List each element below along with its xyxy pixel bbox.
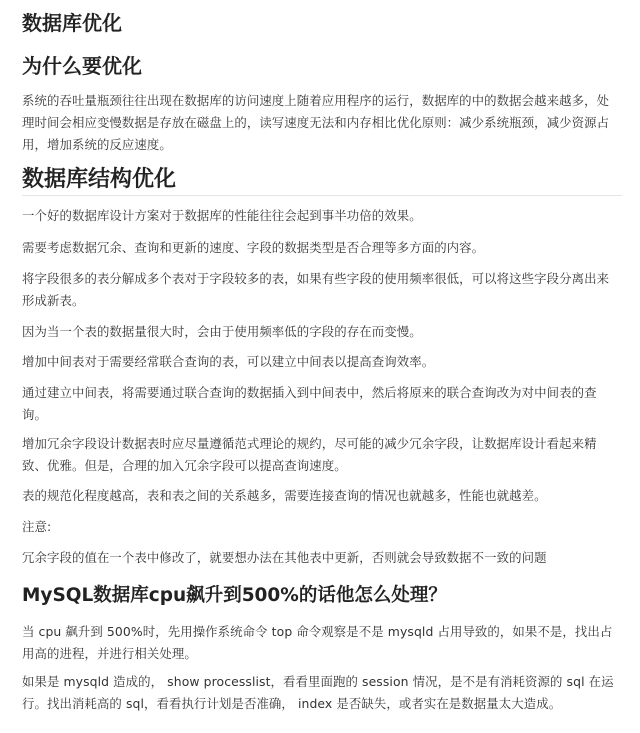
paragraph: 因为当一个表的数据量很大时，会由于使用频率低的字段的存在而变慢。 bbox=[22, 324, 422, 339]
paragraph: 当 cpu 飙升到 500%时，先用操作系统命令 top 命令观察是不是 mysqld 占用导致的，如果不是，找出占用高的进程，并进行相关处理。 bbox=[22, 624, 613, 661]
paragraph: 将字段很多的表分解成多个表对于字段较多的表，如果有些字段的使用频率很低，可以将这些字段分离出来形成新表。 bbox=[22, 271, 610, 308]
section-heading-cpu-spike: MySQL数据库cpu飙升到500%的话他怎么处理？ bbox=[22, 585, 447, 606]
paragraph: 注意: bbox=[22, 519, 52, 534]
page-title: 数据库优化 bbox=[22, 11, 122, 35]
paragraph: 增加中间表对于需要经常联合查询的表，可以建立中间表以提高查询效率。 bbox=[22, 354, 435, 369]
section-heading-structure-optimization: 数据库结构优化 bbox=[22, 167, 177, 192]
paragraph: 系统的吞吐量瓶颈往往出现在数据库的访问速度上随着应用程序的运行，数据库的中的数据会越来越多，处理时间会相应变慢数据是存放在磁盘上的，读写速度无法和内存相比优化原则：减少系统瓶颈，减少资源占用，增加系统的反应速度。 bbox=[22, 93, 610, 152]
paragraph: 冗余字段的值在一个表中修改了，就要想办法在其他表中更新，否则就会导致数据不一致的问题 bbox=[22, 550, 547, 565]
heading-divider bbox=[22, 195, 622, 196]
paragraph: 一个好的数据库设计方案对于数据库的性能往往会起到事半功倍的效果。 bbox=[22, 208, 422, 223]
paragraph: 如果是 mysqld 造成的， show processlist，看看里面跑的 session 情况，是不是有消耗资源的 sql 在运行。找出消耗高的 sql，看看执行计划是否准确， index 是否缺失，或者实在是数据量太大造成。 bbox=[22, 674, 614, 711]
paragraph: 需要考虑数据冗余、查询和更新的速度、字段的数据类型是否合理等多方面的内容。 bbox=[22, 240, 485, 255]
paragraph: 通过建立中间表，将需要通过联合查询的数据插入到中间表中，然后将原来的联合查询改为对中间表的查询。 bbox=[22, 385, 597, 422]
paragraph: 表的规范化程度越高，表和表之间的关系越多，需要连接查询的情况也就越多，性能也就越差。 bbox=[22, 488, 547, 503]
paragraph: 增加冗余字段设计数据表时应尽量遵循范式理论的规约，尽可能的减少冗余字段，让数据库设计看起来精致、优雅。但是，合理的加入冗余字段可以提高查询速度。 bbox=[22, 436, 597, 473]
section-heading-why-optimize: 为什么要优化 bbox=[22, 54, 142, 78]
